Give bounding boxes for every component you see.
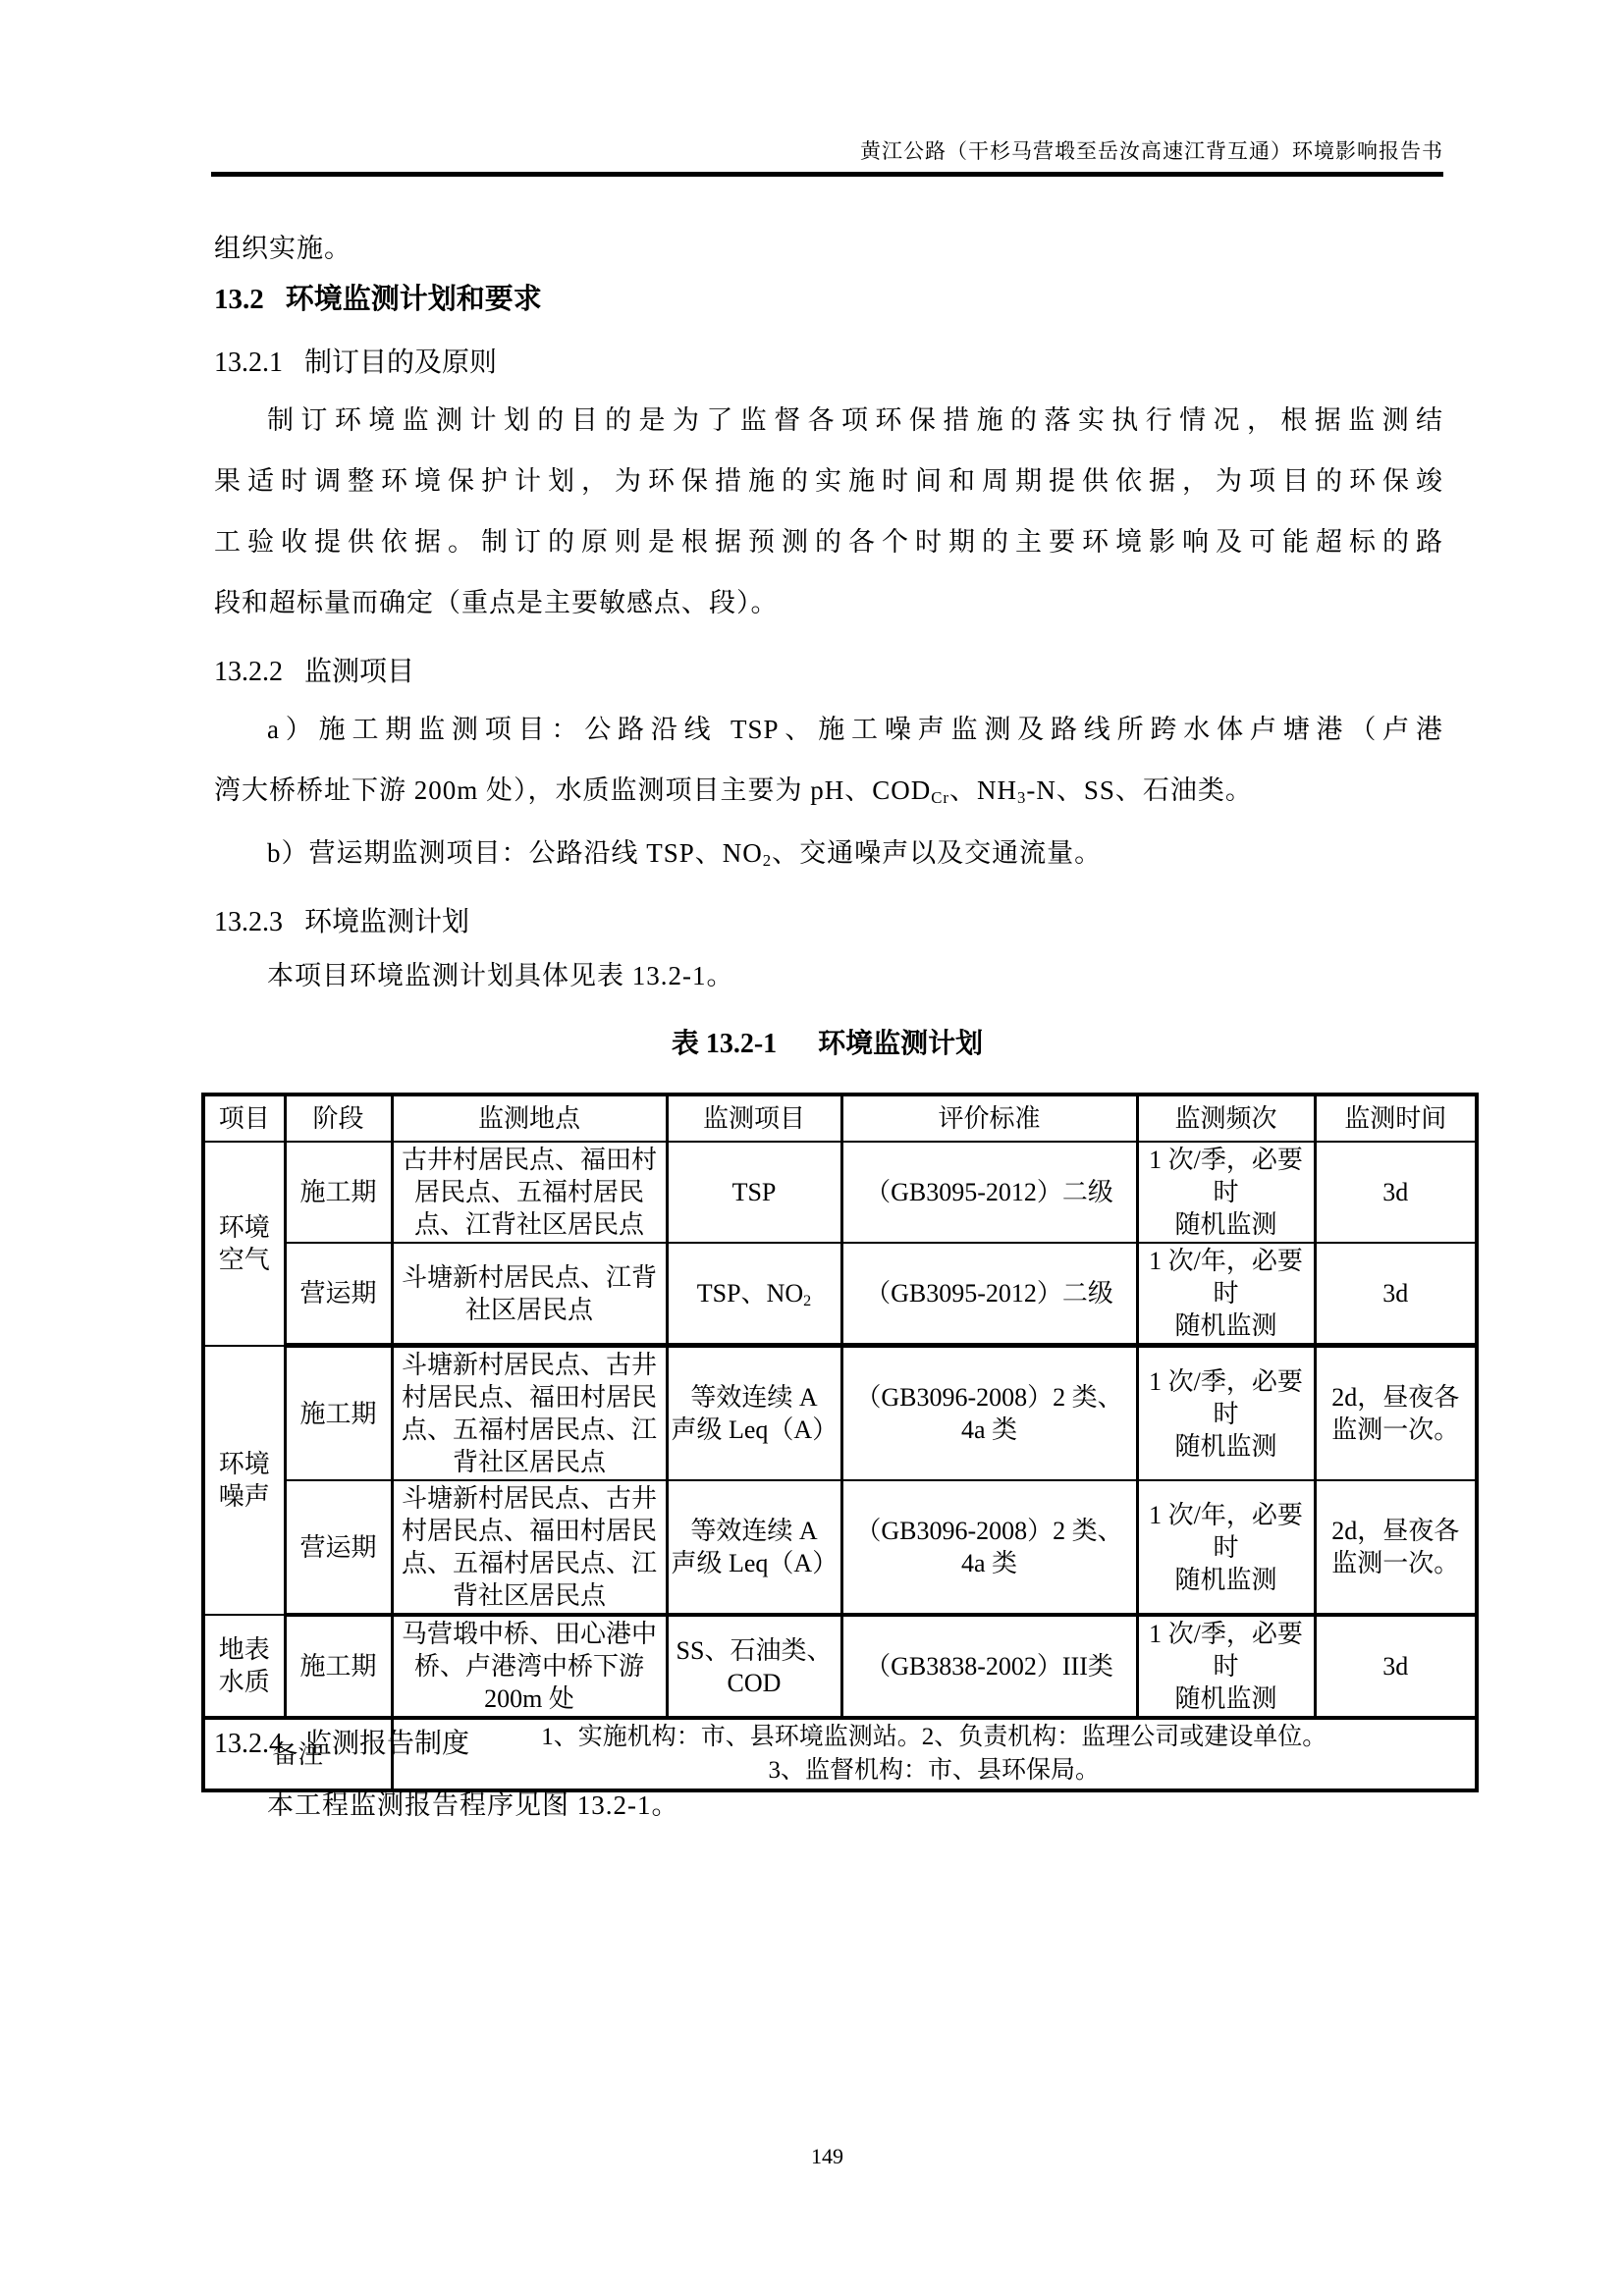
section-13-2-4-heading xyxy=(214,1728,469,1760)
cell-location: 斗塘新村居民点、古井村居民点、福田村居民点、五福村居民点、江背社区居民点 xyxy=(392,1480,667,1615)
section-13-2-3-number: 13.2.3 xyxy=(214,907,283,937)
cell-duration: 3d xyxy=(1315,1243,1477,1346)
cell-line: 2d，昼夜各 xyxy=(1331,1517,1460,1545)
paragraph-construction-items xyxy=(214,699,1443,821)
cell-frequency xyxy=(1137,1142,1315,1243)
cell-standard xyxy=(841,1346,1137,1481)
table-row-noise-construction xyxy=(203,1346,1477,1481)
cell-stage: 施工期 xyxy=(285,1142,392,1243)
cell-item: SS、石油类、COD xyxy=(667,1615,841,1718)
section-13-2-1-heading xyxy=(214,347,497,379)
cell-category-noise: 环境噪声 xyxy=(203,1346,285,1616)
cell-line: 监测一次。 xyxy=(1331,1415,1460,1444)
cell-category-air: 环境空气 xyxy=(203,1142,285,1346)
intro-line: 组织实施。 xyxy=(214,234,352,263)
header-cell-time: 监测时间 xyxy=(1315,1095,1477,1142)
cell-line: （GB3096-2008）2 类、 xyxy=(855,1383,1123,1412)
cell-remark-label: 备注 xyxy=(203,1718,392,1790)
header-cell-frequency: 监测频次 xyxy=(1137,1095,1315,1142)
table-row-water-construction xyxy=(203,1615,1477,1718)
header-cell-stage: 阶段 xyxy=(285,1095,392,1142)
cell-line: 随机监测 xyxy=(1174,1210,1277,1239)
header-cell-location: 监测地点 xyxy=(392,1095,667,1142)
subscript-2: 2 xyxy=(762,851,773,871)
cell-location: 斗塘新村居民点、古井村居民点、福田村居民点、五福村居民点、江背社区居民点 xyxy=(392,1346,667,1481)
section-13-2-2-heading xyxy=(214,656,414,688)
paragraph-line: 本项目环境监测计划具体见表 13.2-1。 xyxy=(267,961,734,990)
section-13-2-number: 13.2 xyxy=(214,284,264,315)
cell-frequency xyxy=(1137,1243,1315,1346)
header-cell-project: 项目 xyxy=(203,1095,285,1142)
cell-item xyxy=(667,1346,841,1481)
subscript-3: 3 xyxy=(1017,788,1027,808)
cell-standard: （GB3838-2002）III类 xyxy=(841,1615,1137,1718)
section-13-2-4-title: 监测报告制度 xyxy=(304,1729,470,1759)
paragraph-see-table xyxy=(214,945,1443,1006)
paragraph-line: 本工程监测报告程序见图 13.2-1。 xyxy=(267,1790,679,1820)
section-13-2-1-number: 13.2.1 xyxy=(214,347,283,378)
cell-location: 马营塅中桥、田心港中桥、卢港湾中桥下游 200m 处 xyxy=(392,1615,667,1718)
text-segment: b）营运期监测项目：公路沿线 TSP、NO xyxy=(267,838,763,868)
section-13-2-1-title: 制订目的及原则 xyxy=(304,347,498,378)
text-segment: 、NH xyxy=(949,775,1017,805)
paragraph-line xyxy=(214,760,1443,821)
cell-standard xyxy=(841,1480,1137,1615)
cell-duration xyxy=(1315,1480,1477,1615)
paragraph-line: 段和超标量而确定（重点是主要敏感点、段）。 xyxy=(214,588,779,617)
paragraph-see-figure xyxy=(214,1775,1443,1836)
cell-stage: 施工期 xyxy=(285,1346,392,1481)
text-segment: 、交通噪声以及交通流量。 xyxy=(772,838,1103,868)
cell-line: 1 次/季，必要时 xyxy=(1149,1146,1303,1206)
text-segment: -N、SS、石油类。 xyxy=(1026,775,1253,805)
section-13-2-3-heading xyxy=(214,906,469,938)
cell-stage: 施工期 xyxy=(285,1615,392,1718)
cell-line: 等效连续 A xyxy=(690,1517,818,1545)
cell-line: 1 次/季，必要时 xyxy=(1149,1620,1303,1681)
cell-duration: 3d xyxy=(1315,1142,1477,1243)
cell-standard: （GB3095-2012）二级 xyxy=(841,1142,1137,1243)
table-header-row xyxy=(203,1095,1477,1142)
subscript-cr: Cr xyxy=(931,788,949,808)
remark-line: 3、监督机构：市、县环保局。 xyxy=(768,1757,1100,1784)
cell-stage: 营运期 xyxy=(285,1243,392,1346)
cell-frequency xyxy=(1137,1615,1315,1718)
cell-frequency xyxy=(1137,1346,1315,1481)
cell-frequency xyxy=(1137,1480,1315,1615)
remark-line: 1、实施机构：市、县环境监测站。2、负责机构：监理公司或建设单位。 xyxy=(541,1724,1327,1750)
section-13-2-2-number: 13.2.2 xyxy=(214,657,283,687)
section-13-2-3-title: 环境监测计划 xyxy=(304,907,470,937)
cell-location: 斗塘新村居民点、江背社区居民点 xyxy=(392,1243,667,1346)
cell-line: 随机监测 xyxy=(1174,1311,1277,1340)
running-header: 黄江公路（干杉马营塅至岳汝高速江背互通）环境影响报告书 xyxy=(860,139,1443,163)
cell-line: 随机监测 xyxy=(1174,1565,1277,1594)
text-segment: TSP、NO xyxy=(696,1279,804,1308)
cell-line: 等效连续 A xyxy=(690,1383,818,1412)
cell-duration: 3d xyxy=(1315,1615,1477,1718)
cell-item: TSP xyxy=(667,1142,841,1243)
table-number: 表 13.2-1 xyxy=(671,1029,778,1059)
table xyxy=(201,1093,1479,1792)
cell-line: 1 次/季，必要时 xyxy=(1149,1366,1303,1428)
paragraph-line: 工验收提供依据。制订的原则是根据预测的各个时期的主要环境影响及可能超标的路 xyxy=(214,527,1443,557)
table-name: 环境监测计划 xyxy=(818,1028,984,1058)
table-row-noise-operation xyxy=(203,1480,1477,1615)
table-title xyxy=(211,1027,1443,1061)
cell-stage: 营运期 xyxy=(285,1480,392,1615)
paragraph-purpose xyxy=(214,390,1443,633)
cell-category-water: 地表水质 xyxy=(203,1615,285,1718)
cell-item xyxy=(667,1480,841,1615)
cell-line: 1 次/年，必要时 xyxy=(1149,1500,1303,1562)
subscript-2: 2 xyxy=(803,1293,812,1310)
paragraph-operation-items xyxy=(214,823,1443,883)
cell-line: 监测一次。 xyxy=(1331,1549,1460,1577)
section-13-2-title: 环境监测计划和要求 xyxy=(285,284,542,315)
header-rule xyxy=(211,172,1443,177)
section-13-2-4-number: 13.2.4 xyxy=(214,1729,283,1759)
header-cell-item: 监测项目 xyxy=(667,1095,841,1142)
text-segment: 湾大桥桥址下游 200m 处），水质监测项目主要为 pH、COD xyxy=(214,775,932,805)
cell-standard: （GB3095-2012）二级 xyxy=(841,1243,1137,1346)
monitoring-plan-table xyxy=(201,1093,1479,1792)
paragraph-line: 制订环境监测计划的目的是为了监督各项环保措施的落实执行情况，根据监测结 xyxy=(267,405,1443,435)
paragraph-line xyxy=(214,823,1443,883)
header-cell-standard: 评价标准 xyxy=(841,1095,1137,1142)
cell-line: （GB3096-2008）2 类、 xyxy=(855,1517,1123,1545)
cell-line: 4a 类 xyxy=(960,1415,1018,1444)
cell-line: 1 次/年，必要时 xyxy=(1149,1247,1303,1308)
cell-location: 古井村居民点、福田村居民点、五福村居民点、江背社区居民点 xyxy=(392,1142,667,1243)
table-row-air-construction xyxy=(203,1142,1477,1243)
section-13-2-heading xyxy=(214,283,542,316)
cell-line: 声级 Leq（A） xyxy=(671,1415,839,1444)
cell-duration xyxy=(1315,1346,1477,1481)
cell-line: 2d，昼夜各 xyxy=(1331,1383,1460,1412)
table-row-air-operation xyxy=(203,1243,1477,1346)
cell-item xyxy=(667,1243,841,1346)
page-number: 149 xyxy=(811,2144,843,2168)
paragraph-line: 果适时调整环境保护计划，为环保措施的实施时间和周期提供依据，为项目的环保竣 xyxy=(214,466,1443,496)
section-13-2-2-title: 监测项目 xyxy=(304,657,415,687)
paragraph-line: a）施工期监测项目：公路沿线 TSP、施工噪声监测及路线所跨水体卢塘港（卢港 xyxy=(267,715,1443,744)
cell-line: 声级 Leq（A） xyxy=(671,1549,839,1577)
cell-line: 随机监测 xyxy=(1174,1684,1277,1713)
cell-line: 随机监测 xyxy=(1174,1431,1277,1461)
cell-line: 4a 类 xyxy=(960,1549,1018,1577)
